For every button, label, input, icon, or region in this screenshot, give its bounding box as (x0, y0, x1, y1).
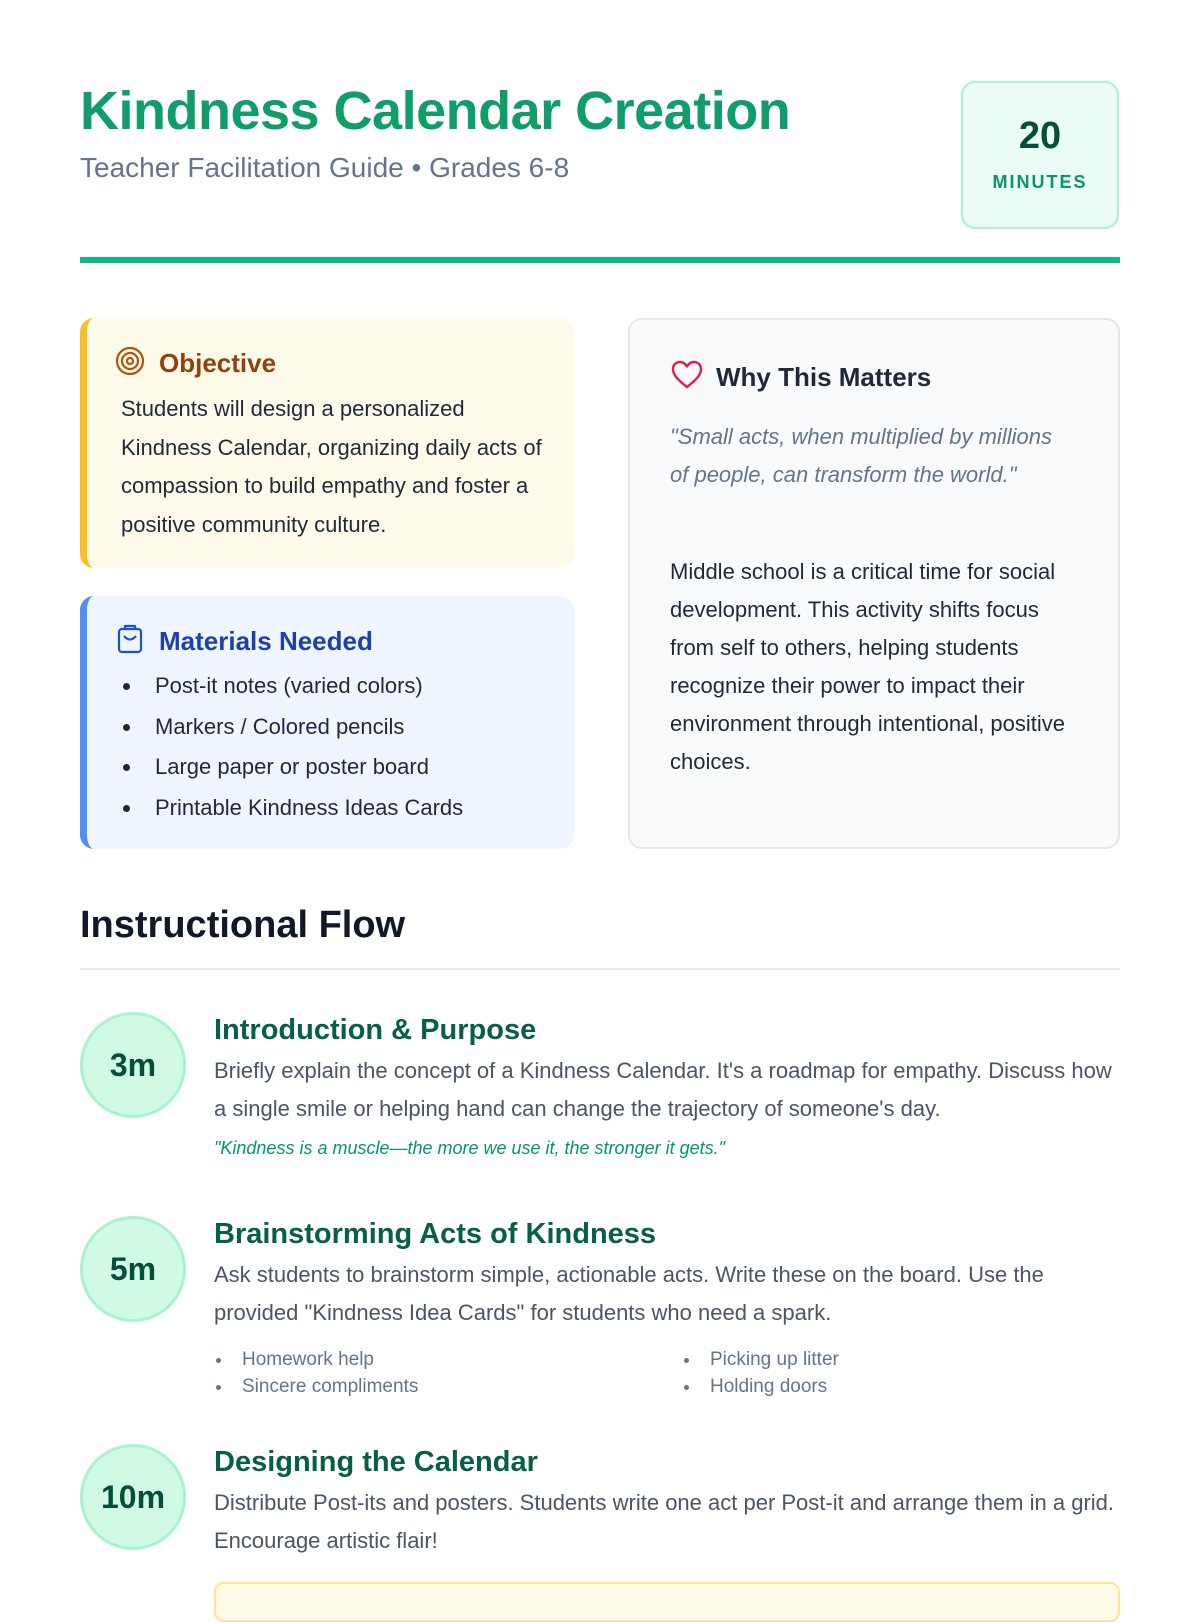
clipboard-icon (113, 622, 159, 661)
objective-text: Students will design a personalized Kindness Calendar, organizing daily acts of compassion to build empathy and foster a positive community culture. (121, 396, 542, 537)
objective-title: Objective (159, 348, 277, 378)
why-text: Middle school is a critical time for social development. This activity shifts focus from self to others, helping students recognize their power to impact their environment through intentional, positive choices. (670, 559, 1066, 774)
callout-box (214, 1582, 1120, 1622)
materials-item: Large paper or poster board (121, 747, 463, 788)
page-title: Kindness Calendar Creation (80, 81, 791, 141)
why-title: Why This Matters (716, 362, 932, 392)
objective-card (80, 318, 574, 568)
target-icon (113, 344, 159, 383)
why-header (670, 358, 931, 397)
step-description: Ask students to brainstorm simple, actionable acts. Write these on the board. Use the provided "Kindness Idea Cards" for students who need a spark. (214, 1262, 1044, 1325)
page-subtitle: Teacher Facilitation Guide • Grades 6-8 (80, 152, 570, 183)
duration-badge (961, 81, 1119, 229)
duration-value: 20 (1018, 115, 1062, 157)
step-description: Distribute Post-its and posters. Students write one act per Post-it and arrange them in a grid. Encourage artistic flair! (214, 1490, 1115, 1553)
materials-item: Markers / Colored pencils (121, 707, 463, 748)
materials-list (121, 666, 463, 828)
materials-header (113, 622, 373, 661)
header-divider (80, 257, 1120, 263)
step-duration: 10m (80, 1444, 186, 1550)
materials-title: Materials Needed (159, 626, 373, 656)
example-item: Homework help (214, 1346, 682, 1373)
materials-card (80, 596, 574, 849)
example-item: Picking up litter (682, 1346, 1120, 1373)
why-quote: "Small acts, when multiplied by millions of people, can transform the world." (670, 424, 1052, 487)
heart-icon (670, 358, 716, 397)
step-body (214, 1444, 1120, 1560)
section-divider (80, 968, 1120, 970)
step-description: Briefly explain the concept of a Kindness Calendar. It's a roadmap for empathy. Discuss how a single smile or helping hand can change the trajectory of someone's day. (214, 1058, 1112, 1121)
duration-unit: MINUTES (992, 172, 1088, 192)
step-title: Designing the Calendar (214, 1446, 538, 1478)
step-duration: 3m (80, 1012, 186, 1118)
step-title: Brainstorming Acts of Kindness (214, 1218, 657, 1250)
objective-header (113, 344, 276, 383)
why-card (628, 318, 1120, 849)
materials-item: Printable Kindness Ideas Cards (121, 788, 463, 829)
example-item: Sincere compliments (214, 1373, 682, 1400)
step-body (214, 1012, 1120, 1159)
step-quote: "Kindness is a muscle—the more we use it, the stronger it gets." (214, 1138, 726, 1158)
example-list (214, 1346, 1120, 1400)
example-item: Holding doors (682, 1373, 1120, 1400)
step-body (214, 1216, 1120, 1400)
step-title: Introduction & Purpose (214, 1014, 537, 1046)
materials-item: Post-it notes (varied colors) (121, 666, 463, 707)
step-duration: 5m (80, 1216, 186, 1322)
section-title: Instructional Flow (80, 904, 406, 946)
